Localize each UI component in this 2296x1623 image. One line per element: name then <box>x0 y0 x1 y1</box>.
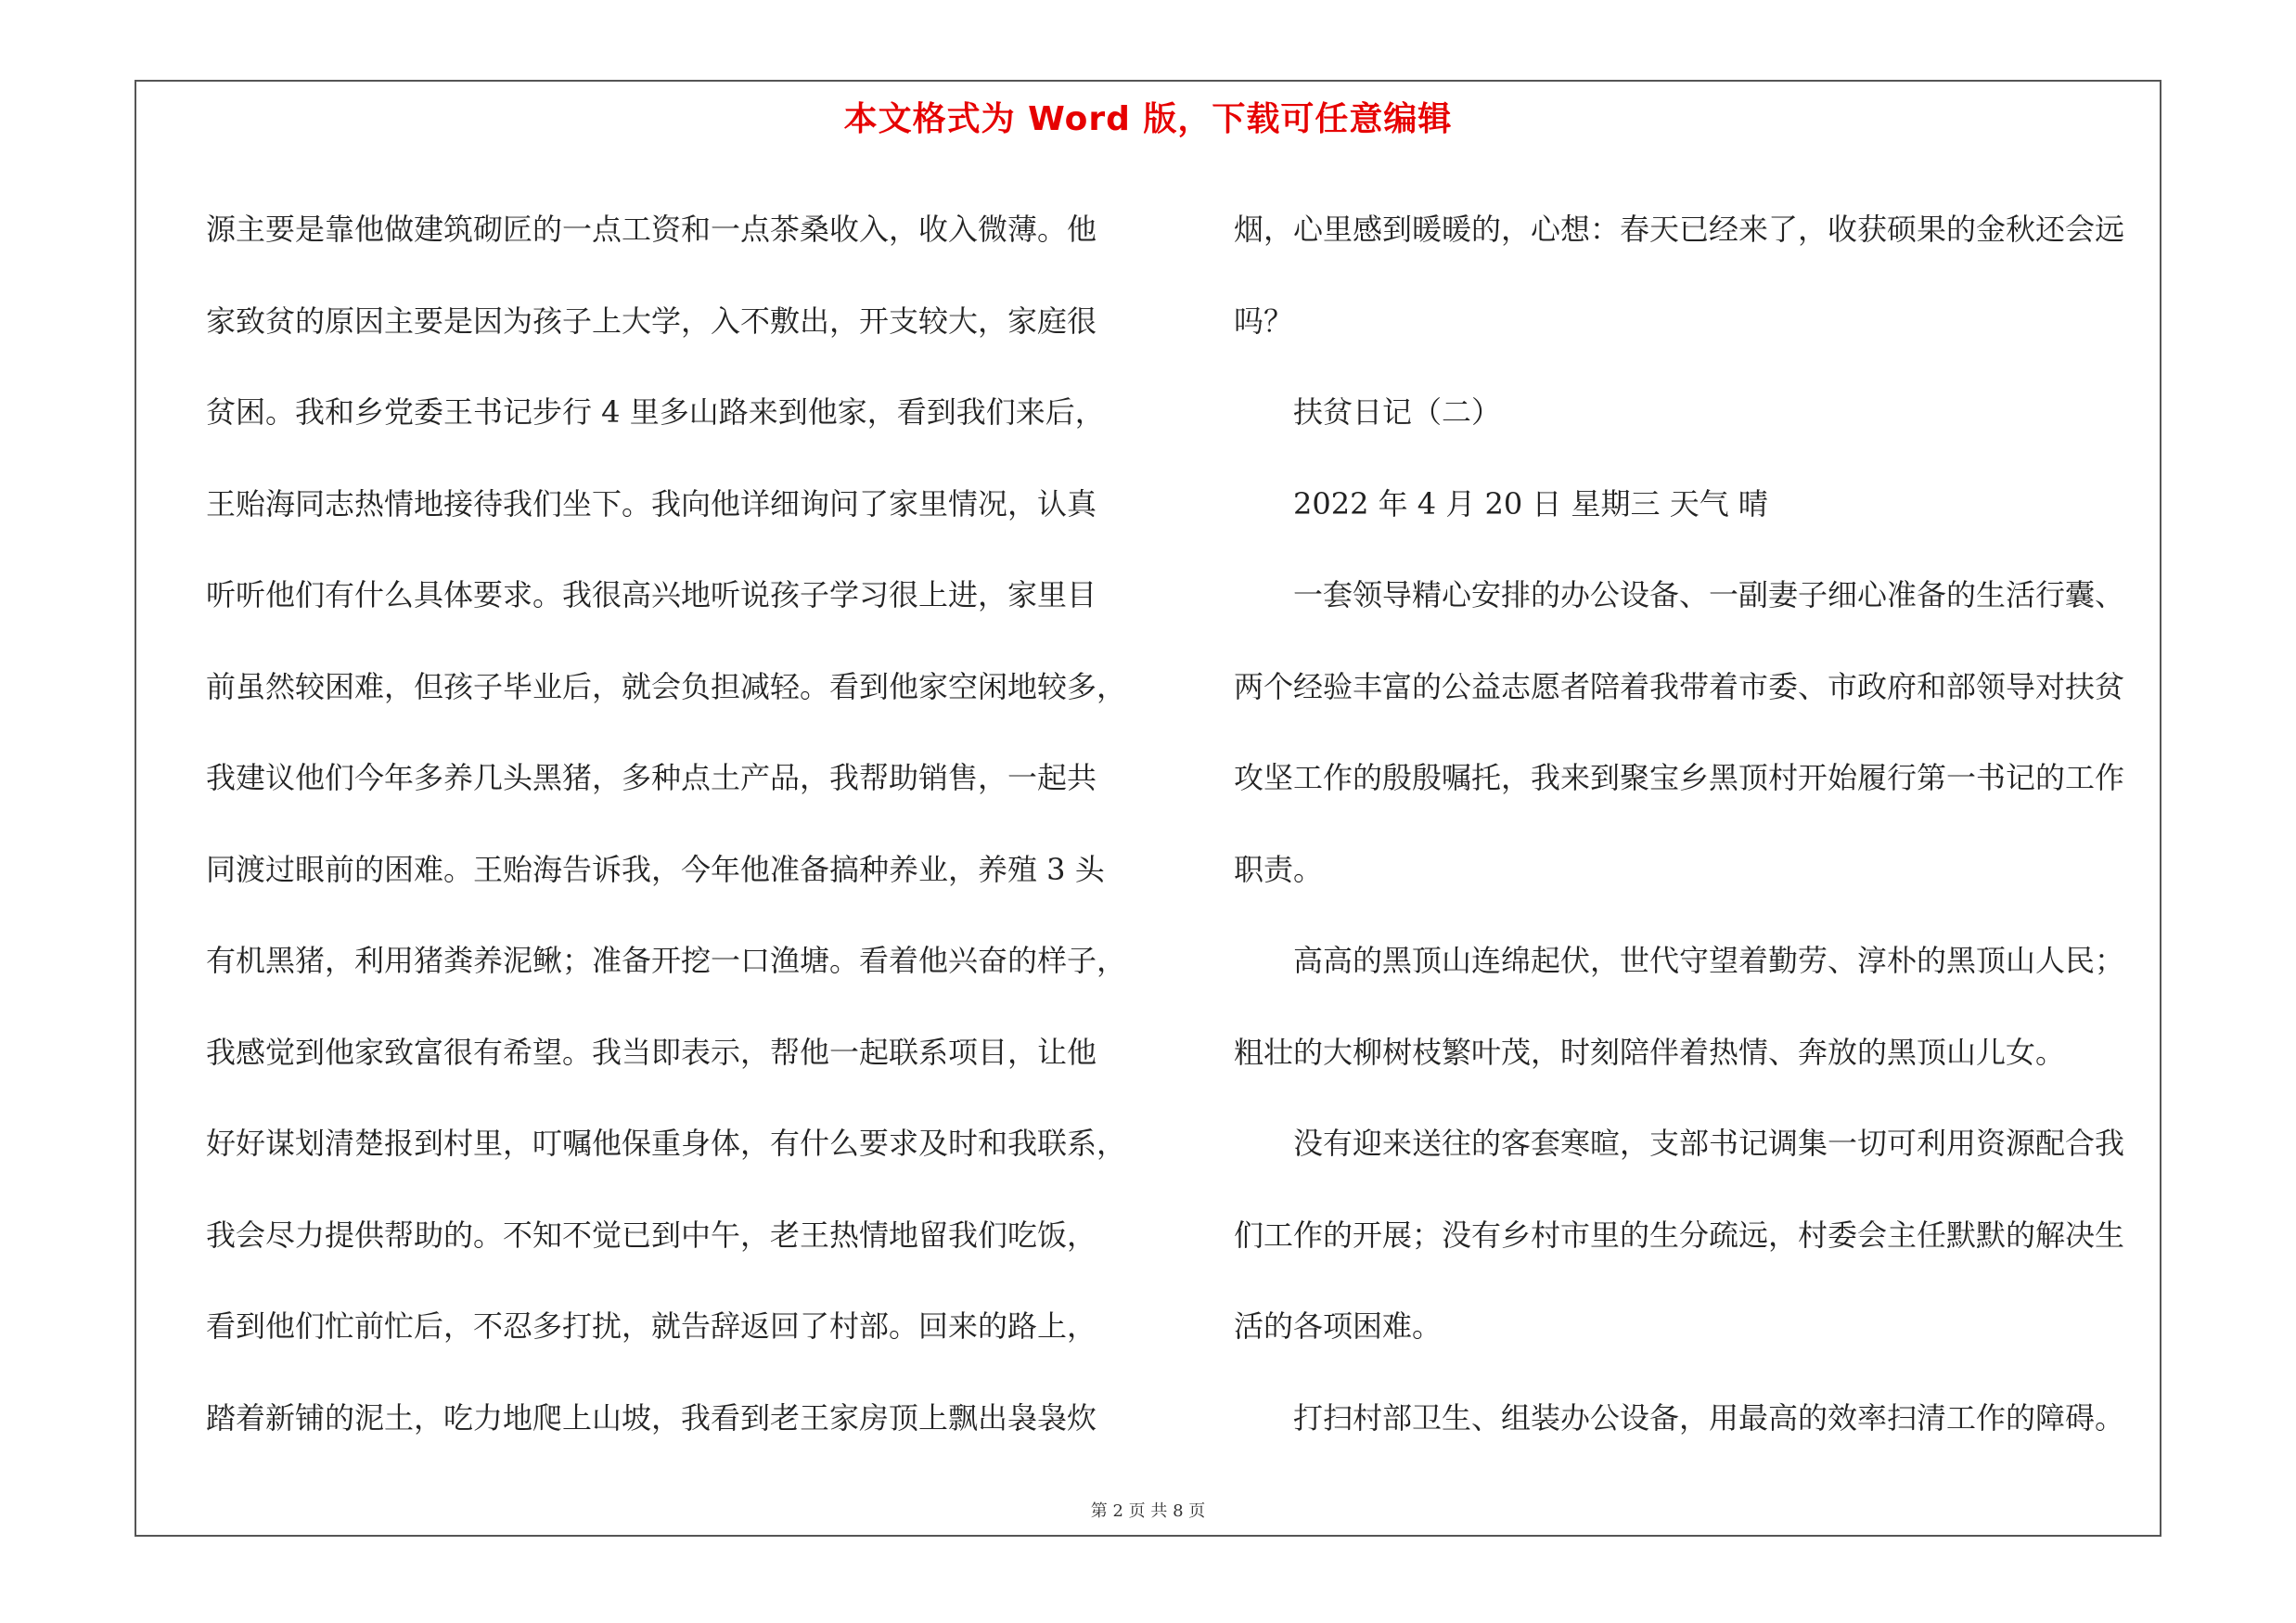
text-line: 高高的黑顶山连绵起伏，世代守望着勤劳、淳朴的黑顶山人民； <box>1234 943 2125 978</box>
text-line: 烟，心里感到暖暖的，心想：春天已经来了，收获硕果的金秋还会远 <box>1234 212 2125 247</box>
text-line: 同渡过眼前的困难。王贻海告诉我，今年他准备搞种养业，养殖 3 头 <box>206 851 1105 887</box>
text-line: 一套领导精心安排的办公设备、一副妻子细心准备的生活行囊、 <box>1234 577 2125 612</box>
text-line: 粗壮的大柳树枝繁叶茂，时刻陪伴着热情、奔放的黑顶山儿女。 <box>1234 1034 2066 1070</box>
text-line: 听听他们有什么具体要求。我很高兴地听说孩子学习很上进，家里目 <box>206 577 1097 612</box>
text-line: 们工作的开展；没有乡村市里的生分疏远，村委会主任默默的解决生 <box>1234 1217 2125 1253</box>
text-line: 贫困。我和乡党委王书记步行 4 里多山路来到他家，看到我们来后， <box>206 394 1105 430</box>
text-line: 有机黑猪，利用猪粪养泥鳅；准备开挖一口渔塘。看着他兴奋的样子， <box>206 943 1127 978</box>
text-line: 两个经验丰富的公益志愿者陪着我带着市委、市政府和部领导对扶贫 <box>1234 668 2125 704</box>
header-banner: 本文格式为 Word 版，下载可任意编辑 <box>843 100 1453 138</box>
text-line: 活的各项困难。 <box>1234 1308 1443 1344</box>
text-line: 没有迎来送往的客套寒暄，支部书记调集一切可利用资源配合我 <box>1234 1126 2125 1161</box>
page-number-footer: 第 2 页 共 8 页 <box>1090 1501 1206 1521</box>
text-line: 我建议他们今年多养几头黑猪，多种点土产品，我帮助销售，一起共 <box>206 760 1097 795</box>
text-line: 攻坚工作的殷殷嘱托，我来到聚宝乡黑顶村开始履行第一书记的工作 <box>1234 760 2125 795</box>
right-column <box>1234 184 2171 1463</box>
text-line: 我感觉到他家致富很有希望。我当即表示，帮他一起联系项目，让他 <box>206 1034 1097 1070</box>
text-line: 源主要是靠他做建筑砌匠的一点工资和一点茶桑收入，收入微薄。他 <box>206 212 1097 247</box>
text-line: 前虽然较困难，但孩子毕业后，就会负担减轻。看到他家空闲地较多， <box>206 668 1127 704</box>
text-line: 我会尽力提供帮助的。不知不觉已到中午，老王热情地留我们吃饭， <box>206 1217 1097 1253</box>
page-frame <box>135 80 2161 1537</box>
section-heading: 扶贫日记（二） <box>1234 394 1502 430</box>
text-line: 好好谋划清楚报到村里，叮嘱他保重身体，有什么要求及时和我联系， <box>206 1126 1127 1161</box>
text-line: 打扫村部卫生、组装办公设备，用最高的效率扫清工作的障碍。 <box>1234 1399 2125 1436</box>
text-line: 吗？ <box>1234 303 1294 339</box>
diary-date-line: 2022 年 4 月 20 日 星期三 天气 晴 <box>1234 485 1768 522</box>
text-line: 踏着新铺的泥土，吃力地爬上山坡，我看到老王家房顶上飘出袅袅炊 <box>206 1399 1097 1436</box>
left-column <box>206 184 1134 1463</box>
text-line: 王贻海同志热情地接待我们坐下。我向他详细询问了家里情况，认真 <box>206 485 1097 522</box>
text-line: 看到他们忙前忙后，不忍多打扰，就告辞返回了村部。回来的路上， <box>206 1308 1097 1344</box>
text-line: 职责。 <box>1234 851 1324 887</box>
text-line: 家致贫的原因主要是因为孩子上大学，入不敷出，开支较大，家庭很 <box>206 303 1097 339</box>
